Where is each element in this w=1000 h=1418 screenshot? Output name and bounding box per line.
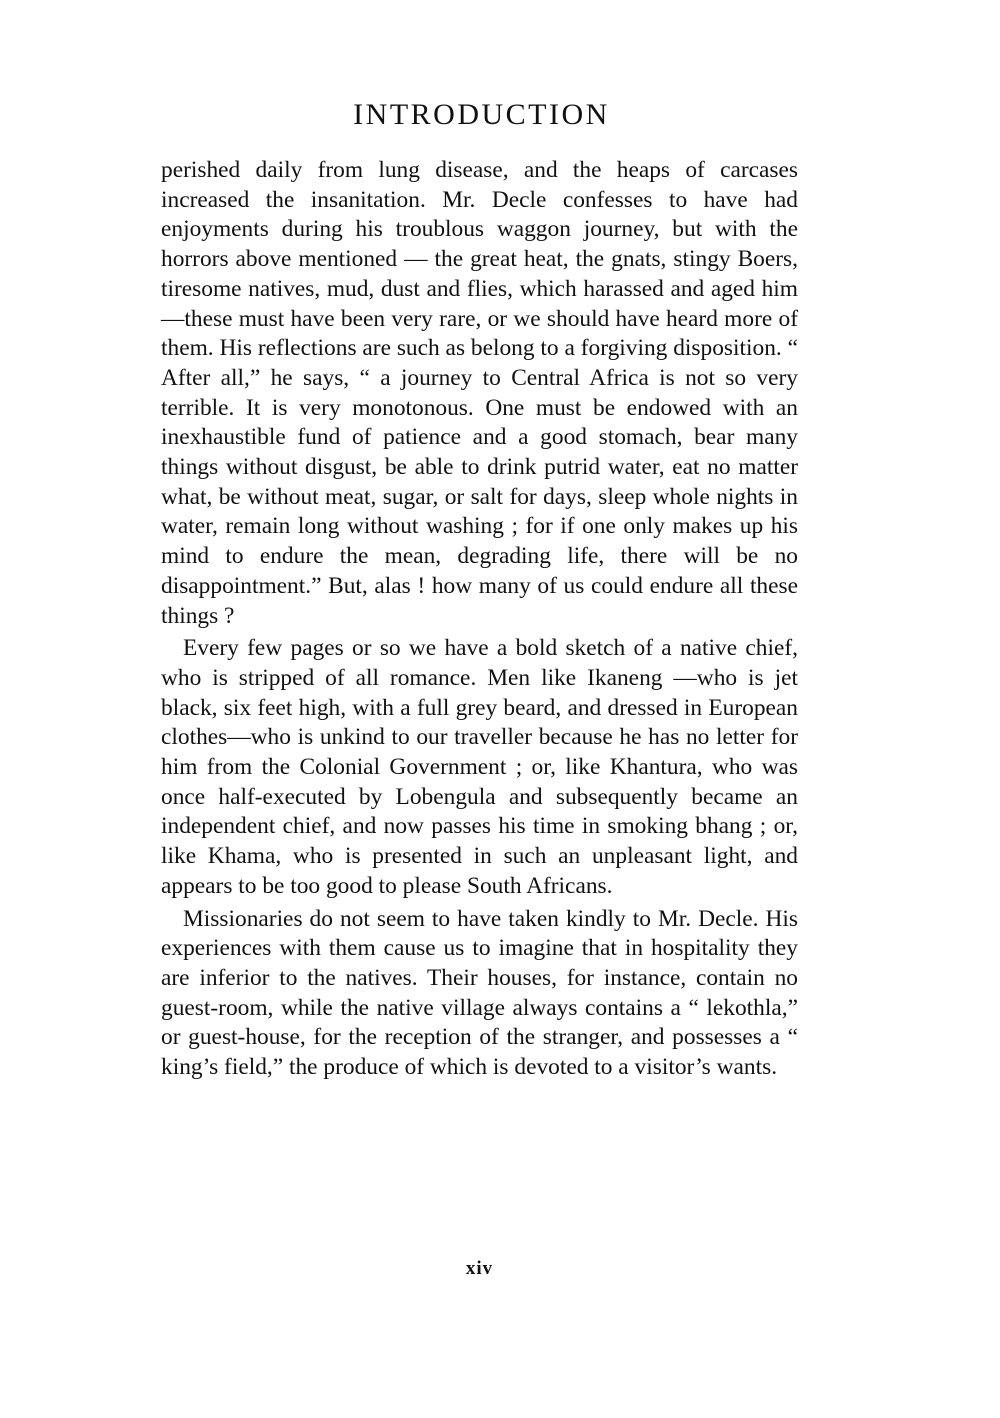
page-number: xiv [465, 1258, 494, 1279]
running-head: INTRODUCTION [353, 98, 610, 131]
body-text [161, 156, 798, 1083]
page [161, 94, 798, 1083]
paragraph-continuation: perished daily from lung disease, and the heaps of carcases increased the insanitation. Mr. Decle confesses to have had enjoyments during his troublous waggon journey, but with the horrors above mentioned — the great heat, the gnats, stingy Boers, tiresome natives, mud, dust and flies, which harassed and aged him—these must have been very rare, or we should have heard more of them. His reflections are such as belong to a forgiving disposition. “ After all,” he says, “ a journey to Central Africa is not so very terrible. It is very monotonous. One must be endowed with an inexhaustible fund of patience and a good stomach, bear many things without disgust, be able to drink putrid water, eat no matter what, be without meat, sugar, or salt for days, sleep whole nights in water, remain long without washing ; for if one only makes up his mind to endure the mean, degrading life, there will be no disappointment.” But, alas ! how many of us could endure all these things ? [161, 157, 798, 629]
paragraph-native-chief: Every few pages or so we have a bold sketch of a native chief, who is stripped of all romance. Men like Ikaneng —who is jet black, six feet high, with a full grey beard, and dressed in European clothes—who is unkind to our traveller because he has no letter for him from the Colonial Government ; or, like Khantura, who was once half-executed by Lobengula and subsequently became an independent chief, and now passes his time in smoking bhang ; or, like Khama, who is presented in such an unpleasant light, and appears to be too good to please South Africans. [161, 635, 798, 899]
paragraph-missionaries: Missionaries do not seem to have taken kindly to Mr. Decle. His experiences with them cause us to imagine that in hospitality they are inferior to the natives. Their houses, for instance, contain no guest-room, while the native village always contains a “ lekothla,” or guest-house, for the reception of the stranger, and possesses a “ king’s field,” the produce of which is devoted to a visitor’s wants. [161, 905, 798, 1081]
